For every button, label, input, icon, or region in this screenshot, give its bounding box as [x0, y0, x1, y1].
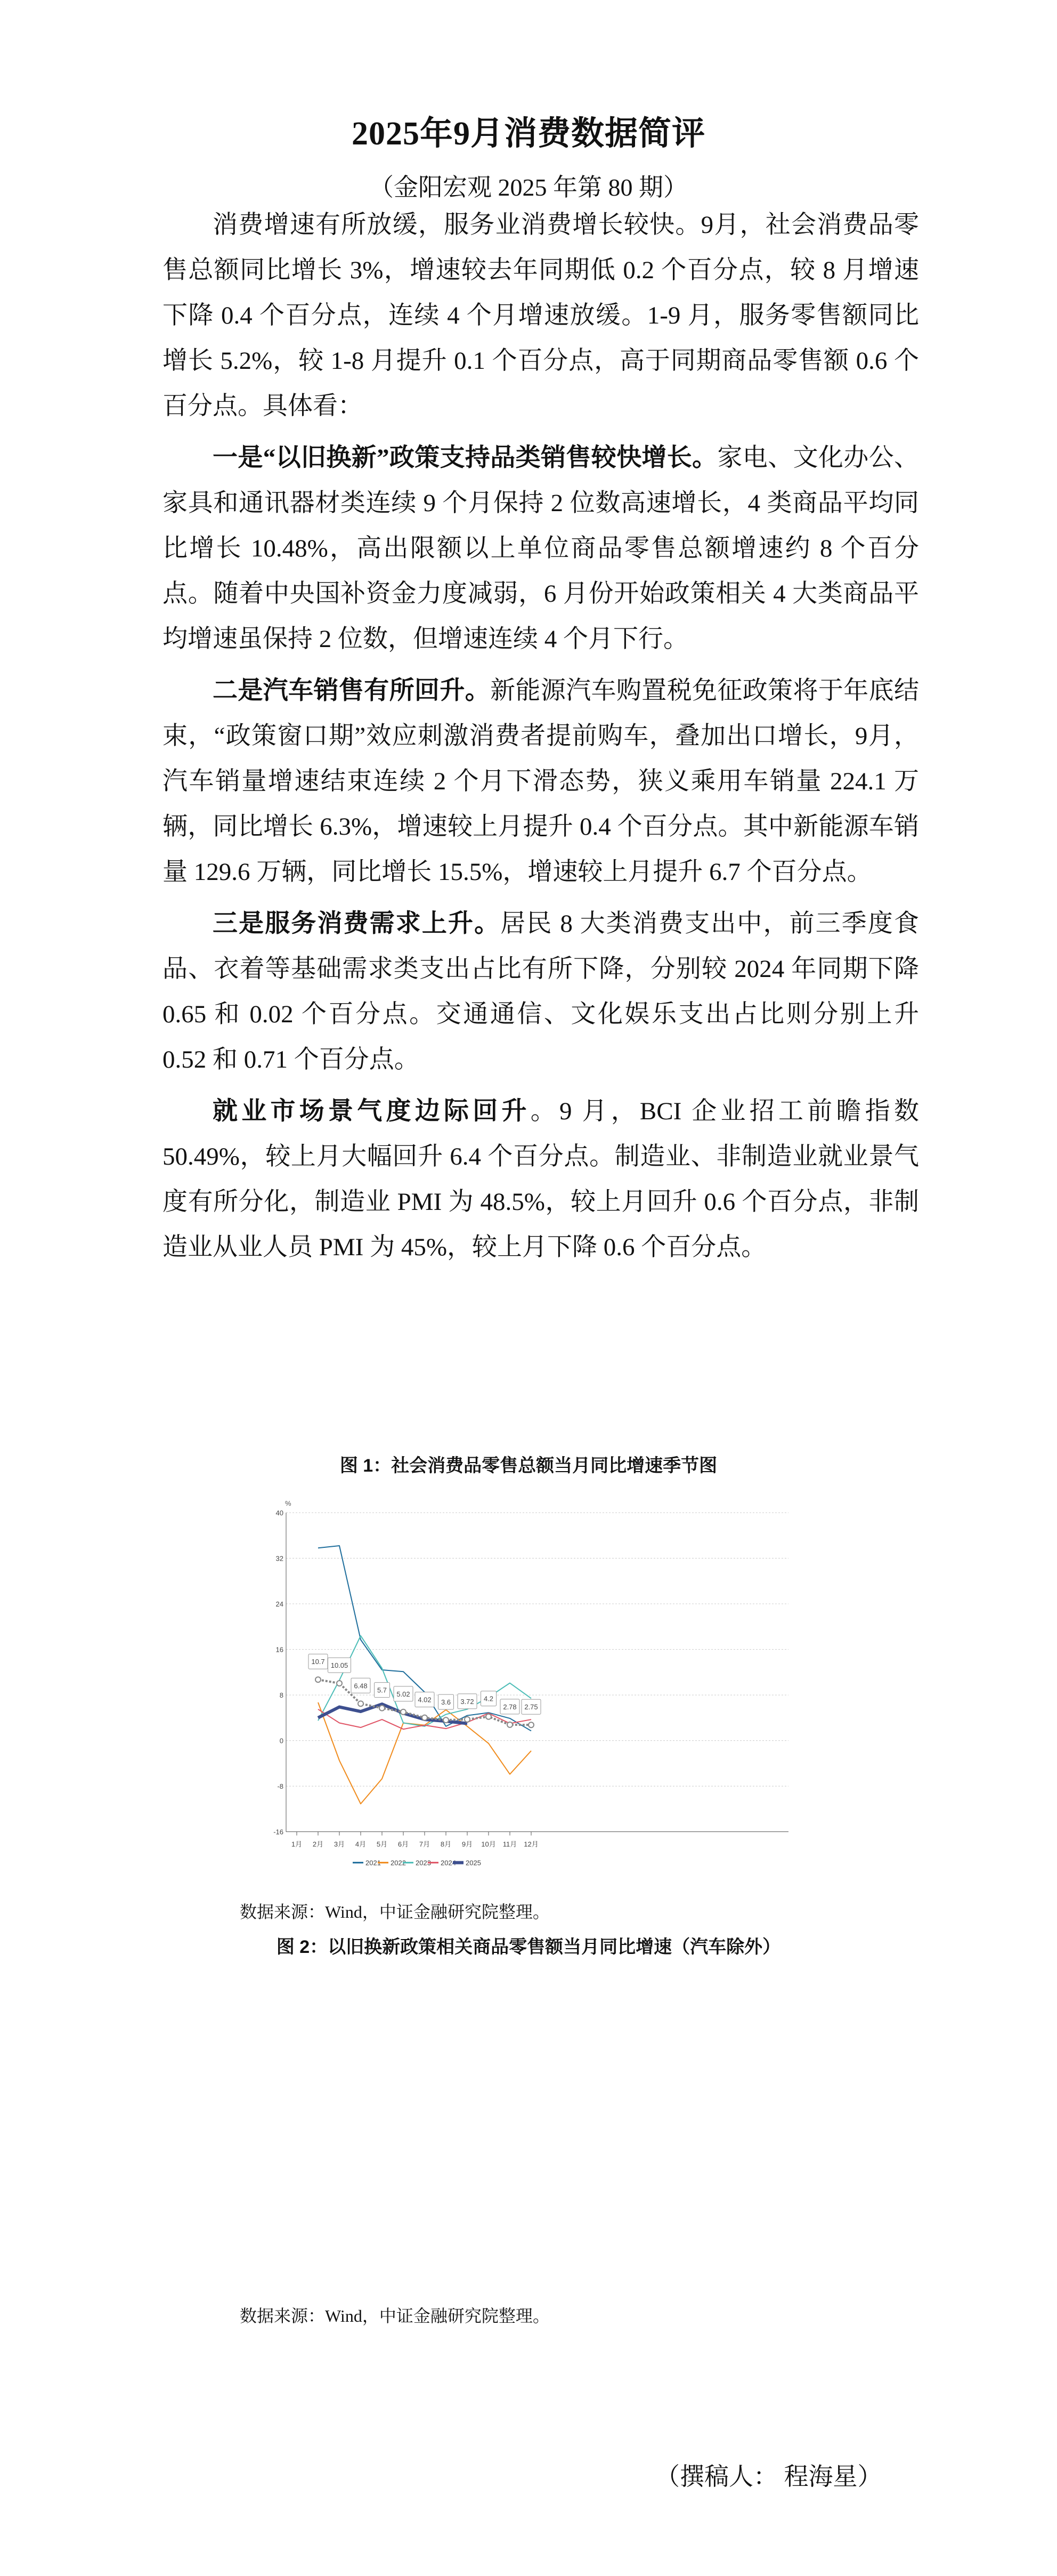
- svg-text:3.72: 3.72: [460, 1697, 474, 1706]
- svg-text:5月: 5月: [376, 1840, 388, 1848]
- paragraph-text: 消费增速有所放缓，服务业消费增长较快。9月，社会消费品零售总额同比增长 3%，增速较去年同期低 0.2 个百分点，较 8 月增速下降 0.4 个百分点，连续 4 个月增速放缓。1-9 月，服务零售额同比增长 5.2%，较 1-8 月提升 0.1 个百分点，高于同期商品零售额 0.6 个百分点。具体看：: [162, 211, 919, 420]
- svg-text:-8: -8: [277, 1782, 283, 1791]
- page-title: 2025年9月消费数据简评: [351, 116, 705, 152]
- paragraph: [162, 901, 919, 1083]
- svg-text:2024: 2024: [441, 1859, 456, 1867]
- svg-text:2021: 2021: [365, 1859, 381, 1867]
- paragraph-lead: 三是服务消费需求上升。: [213, 910, 501, 938]
- svg-text:0: 0: [279, 1737, 283, 1745]
- paragraph-lead: 就业市场景气度边际回升: [213, 1097, 531, 1125]
- svg-text:3月: 3月: [334, 1840, 345, 1848]
- author-credit: （撰稿人： 程海星）: [655, 2463, 882, 2490]
- figure2-chart: [261, 1983, 794, 2281]
- svg-text:9月: 9月: [461, 1840, 473, 1848]
- svg-text:-16: -16: [273, 1828, 283, 1836]
- svg-text:10月: 10月: [481, 1840, 496, 1848]
- svg-text:12月: 12月: [524, 1840, 539, 1848]
- paragraph: [162, 668, 919, 895]
- svg-text:4.02: 4.02: [418, 1695, 432, 1704]
- paragraph-text: 。9 月，BCI 企业招工前瞻指数 50.49%，较上月大幅回升 6.4 个百分点。制造业、非制造业就业景气度有所分化，制造业 PMI 为 48.5%，较上月回升 0.6 个百分点，非制造业从业人员 PMI 为 45%，较上月下降 0.6 个百分点。: [162, 1097, 919, 1261]
- svg-text:8月: 8月: [440, 1840, 452, 1848]
- svg-text:5.02: 5.02: [396, 1690, 410, 1698]
- svg-text:3.6: 3.6: [441, 1698, 451, 1707]
- svg-text:2025: 2025: [466, 1859, 481, 1867]
- svg-text:32: 32: [275, 1554, 283, 1563]
- article-body: [162, 203, 919, 1277]
- svg-text:2.78: 2.78: [503, 1702, 517, 1711]
- svg-text:24: 24: [275, 1600, 283, 1609]
- svg-text:2023: 2023: [416, 1859, 431, 1867]
- svg-text:4月: 4月: [355, 1840, 367, 1848]
- svg-text:8: 8: [279, 1691, 283, 1700]
- figure2-source: 数据来源：Wind，中证金融研究院整理。: [240, 2306, 550, 2325]
- figure1-source: 数据来源：Wind，中证金融研究院整理。: [240, 1902, 550, 1921]
- svg-text:2月: 2月: [312, 1840, 324, 1848]
- figure1-chart: [256, 1487, 815, 1892]
- figure2-caption: 图 2：以旧换新政策相关商品零售额当月同比增速（汽车除外）: [276, 1937, 781, 1957]
- svg-text:2022: 2022: [391, 1859, 406, 1867]
- paragraph-text: 家电、文化办公、家具和通讯器材类连续 9 个月保持 2 位数高速增长，4 类商品平均同比增长 10.48%，高出限额以上单位商品零售总额增速约 8 个百分点。随着中央国补资金力度减弱，6 月份开始政策相关 4 大类商品平均增速虽保持 2 位数，但增速连续 4 个月下行。: [162, 444, 919, 653]
- paragraph: [162, 1089, 919, 1270]
- svg-text:%: %: [285, 1499, 291, 1507]
- svg-text:40: 40: [275, 1509, 283, 1517]
- svg-text:10.7: 10.7: [311, 1658, 325, 1666]
- svg-text:5.7: 5.7: [377, 1686, 387, 1694]
- paragraph-text: 新能源汽车购置税免征政策将于年底结束，“政策窗口期”效应刺激消费者提前购车，叠加出口增长，9月，汽车销量增速结束连续 2 个月下滑态势，狭义乘用车销量 224.1 万辆，同比增长 6.3%，增速较上月提升 0.4 个百分点。其中新能源车销量 129.6 万辆，同比增长 15.5%，增速较上月提升 6.7 个百分点。: [162, 677, 920, 886]
- paragraph-lead: 一是“以旧换新”政策支持品类销售较快增长。: [213, 444, 718, 472]
- svg-text:10.05: 10.05: [330, 1661, 348, 1670]
- issue-subtitle: （金阳宏观 2025 年第 80 期）: [369, 174, 688, 201]
- paragraph: [162, 203, 919, 429]
- svg-text:7月: 7月: [419, 1840, 430, 1848]
- paragraph-text: 居民 8 大类消费支出中，前三季度食品、衣着等基础需求类支出占比有所下降，分别较 2024 年同期下降 0.65 和 0.02 个百分点。交通通信、文化娱乐支出占比则分别上升 0.52 和 0.71 个百分点。: [162, 910, 920, 1073]
- svg-text:1月: 1月: [291, 1840, 303, 1848]
- svg-text:6.48: 6.48: [354, 1682, 368, 1690]
- paragraph-lead: 二是汽车销售有所回升。: [213, 677, 491, 705]
- figure1-caption: 图 1：社会消费品零售总额当月同比增速季节图: [339, 1456, 718, 1476]
- svg-text:6月: 6月: [397, 1840, 409, 1848]
- paragraph: [162, 435, 919, 662]
- svg-text:16: 16: [275, 1645, 283, 1654]
- svg-text:4.2: 4.2: [483, 1694, 494, 1703]
- svg-text:11月: 11月: [502, 1840, 517, 1848]
- svg-text:2.75: 2.75: [524, 1703, 538, 1711]
